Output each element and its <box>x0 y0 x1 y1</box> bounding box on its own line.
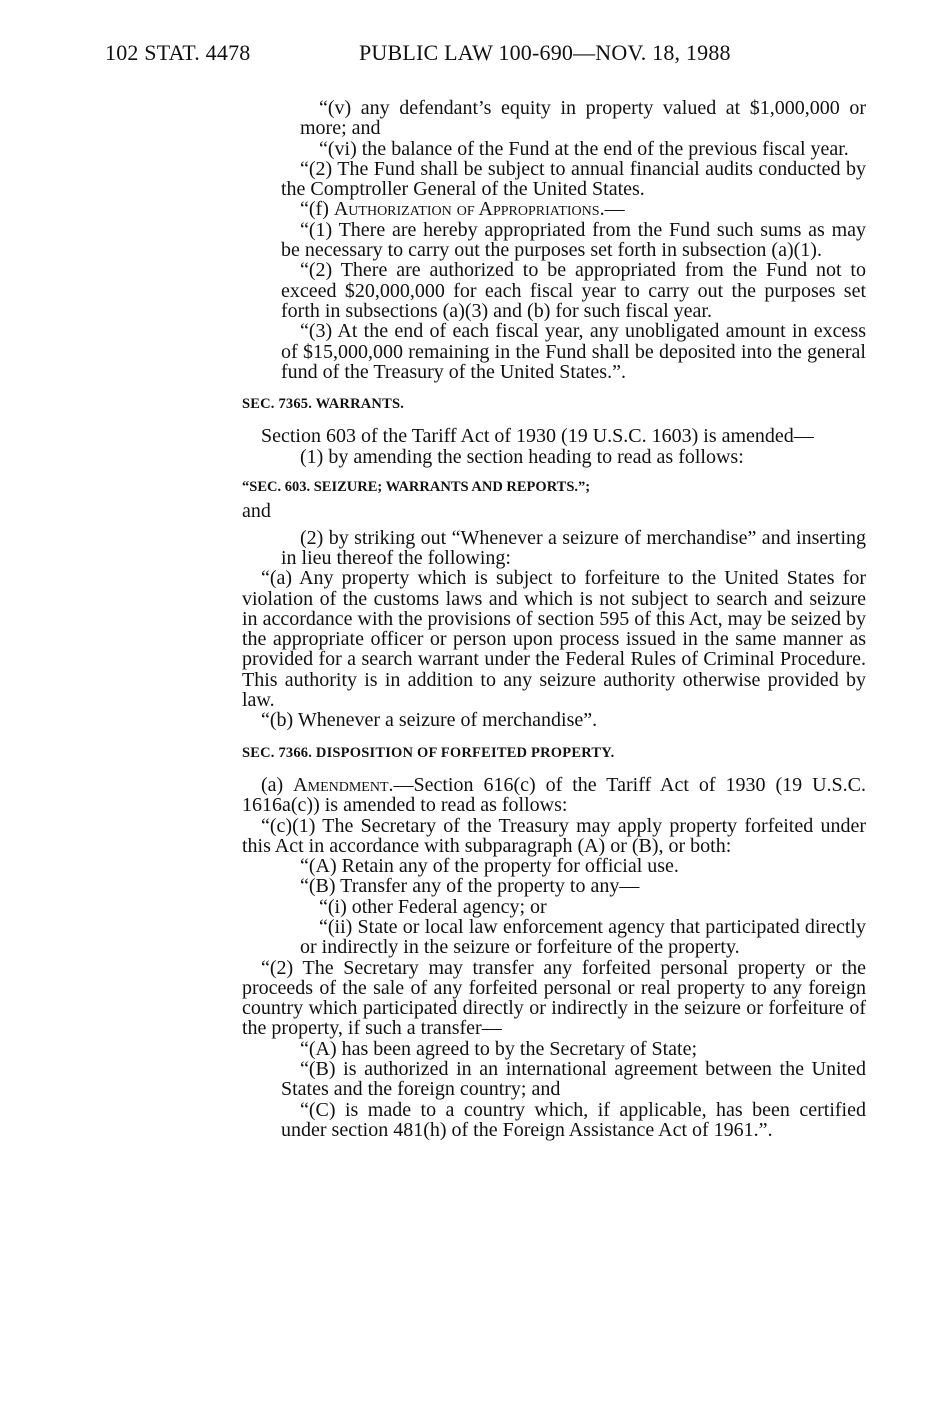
amendment-title: Amendment <box>293 773 389 796</box>
statute-page-number: 102 STAT. 4478 <box>105 40 251 65</box>
section-7365-item-1: (1) by amending the section heading to read as follows: <box>300 445 744 468</box>
section-603-heading: “SEC. 603. SEIZURE; WARRANTS AND REPORTS.”; <box>242 479 591 496</box>
subsection-f-suffix: .— <box>599 198 625 221</box>
paragraph-f2: “(2) There are authorized to be appropriated from the Fund not to exceed $20,000,000 for each fiscal year to carry out the purposes set forth in subsections (a)(3) and (b) for such fiscal year. <box>281 259 866 322</box>
amendment-text: .—Section 616(c) of the Tariff Act of 1930 (19 U.S.C. 1616a(c)) is amended to read as follows: <box>242 773 866 817</box>
section-7365-subsection-a: “(a) Any property which is subject to forfeiture to the United States for violation of the customs laws and which is not subject to search and seizure in accordance with the provisions of section 595 of this Act, may be seized by the appropriate officer or person upon process issued in the same manner as provided for a search warrant under the Federal Rules of Criminal Procedure. This authority is in addition to any seizure authority otherwise provided by law. <box>242 567 866 712</box>
paragraph-f1: “(1) There are hereby appropriated from the Fund such sums as may be necessary to carry out the purposes set forth in subsection (a)(1). <box>281 218 866 262</box>
paragraph-c1-B: “(B) Transfer any of the property to any— <box>300 875 640 898</box>
subsection-f-title: Authorization of Appropriations <box>333 198 600 221</box>
subsection-f-prefix: “(f) <box>300 198 334 221</box>
subsection-f-heading <box>242 199 866 219</box>
amendment-prefix: (a) <box>261 773 294 796</box>
paragraph-c1: “(c)(1) The Secretary of the Treasury may apply property forfeited under this Act in accordance with subparagraph (A) or (B), or both: <box>242 814 866 857</box>
paragraph-c2-A: “(A) has been agreed to by the Secretary of State; <box>300 1037 698 1060</box>
paragraph-c1-B-ii: “(ii) State or local law enforcement agency that participated directly or indirectly in the seizure or forfeiture of the property. <box>300 915 866 959</box>
paragraph-c1-B-i: “(i) other Federal agency; or <box>319 895 547 918</box>
section-7365-intro: Section 603 of the Tariff Act of 1930 (19 U.S.C. 1603) is amended— <box>261 425 814 448</box>
paragraph-c2: “(2) The Secretary may transfer any forfeited personal property or the proceeds of the sale of any forfeited personal or real property to any foreign country which participated directly or indirectly in the seizure or forfeiture of the property, if such a transfer— <box>242 956 866 1040</box>
section-7366-heading: SEC. 7366. DISPOSITION OF FORFEITED PROPERTY. <box>242 744 615 761</box>
paragraph-c1-A: “(A) Retain any of the property for official use. <box>300 855 679 878</box>
section-7365-heading: SEC. 7365. WARRANTS. <box>242 396 405 413</box>
section-7365-subsection-b: “(b) Whenever a seizure of merchandise”. <box>261 709 598 732</box>
paragraph-f3: “(3) At the end of each fiscal year, any unobligated amount in excess of $15,000,000 remaining in the Fund shall be deposited into the general fund of the Treasury of the United States.”. <box>281 320 866 383</box>
paragraph-c2-C: “(C) is made to a country which, if applicable, has been certified under section 481(h) of the Foreign Assistance Act of 1961.”. <box>281 1098 866 1141</box>
paragraph-c2-B: “(B) is authorized in an international agreement between the United States and the foreign country; and <box>281 1058 866 1101</box>
and-connector: and <box>242 500 271 523</box>
document-body <box>242 98 866 1140</box>
paragraph-2-audit: “(2) The Fund shall be subject to annual financial audits conducted by the Comptroller General of the United States. <box>281 157 866 201</box>
section-7365-item-2: (2) by striking out “Whenever a seizure of merchandise” and inserting in lieu thereof the following: <box>281 526 866 569</box>
section-7366-amendment <box>242 775 866 816</box>
paragraph-vi: “(vi) the balance of the Fund at the end of the previous fiscal year. <box>319 137 849 160</box>
public-law-title: PUBLIC LAW 100-690—NOV. 18, 1988 <box>359 40 731 65</box>
paragraph-v: “(v) any defendant’s equity in property valued at $1,000,000 or more; and <box>300 97 866 140</box>
